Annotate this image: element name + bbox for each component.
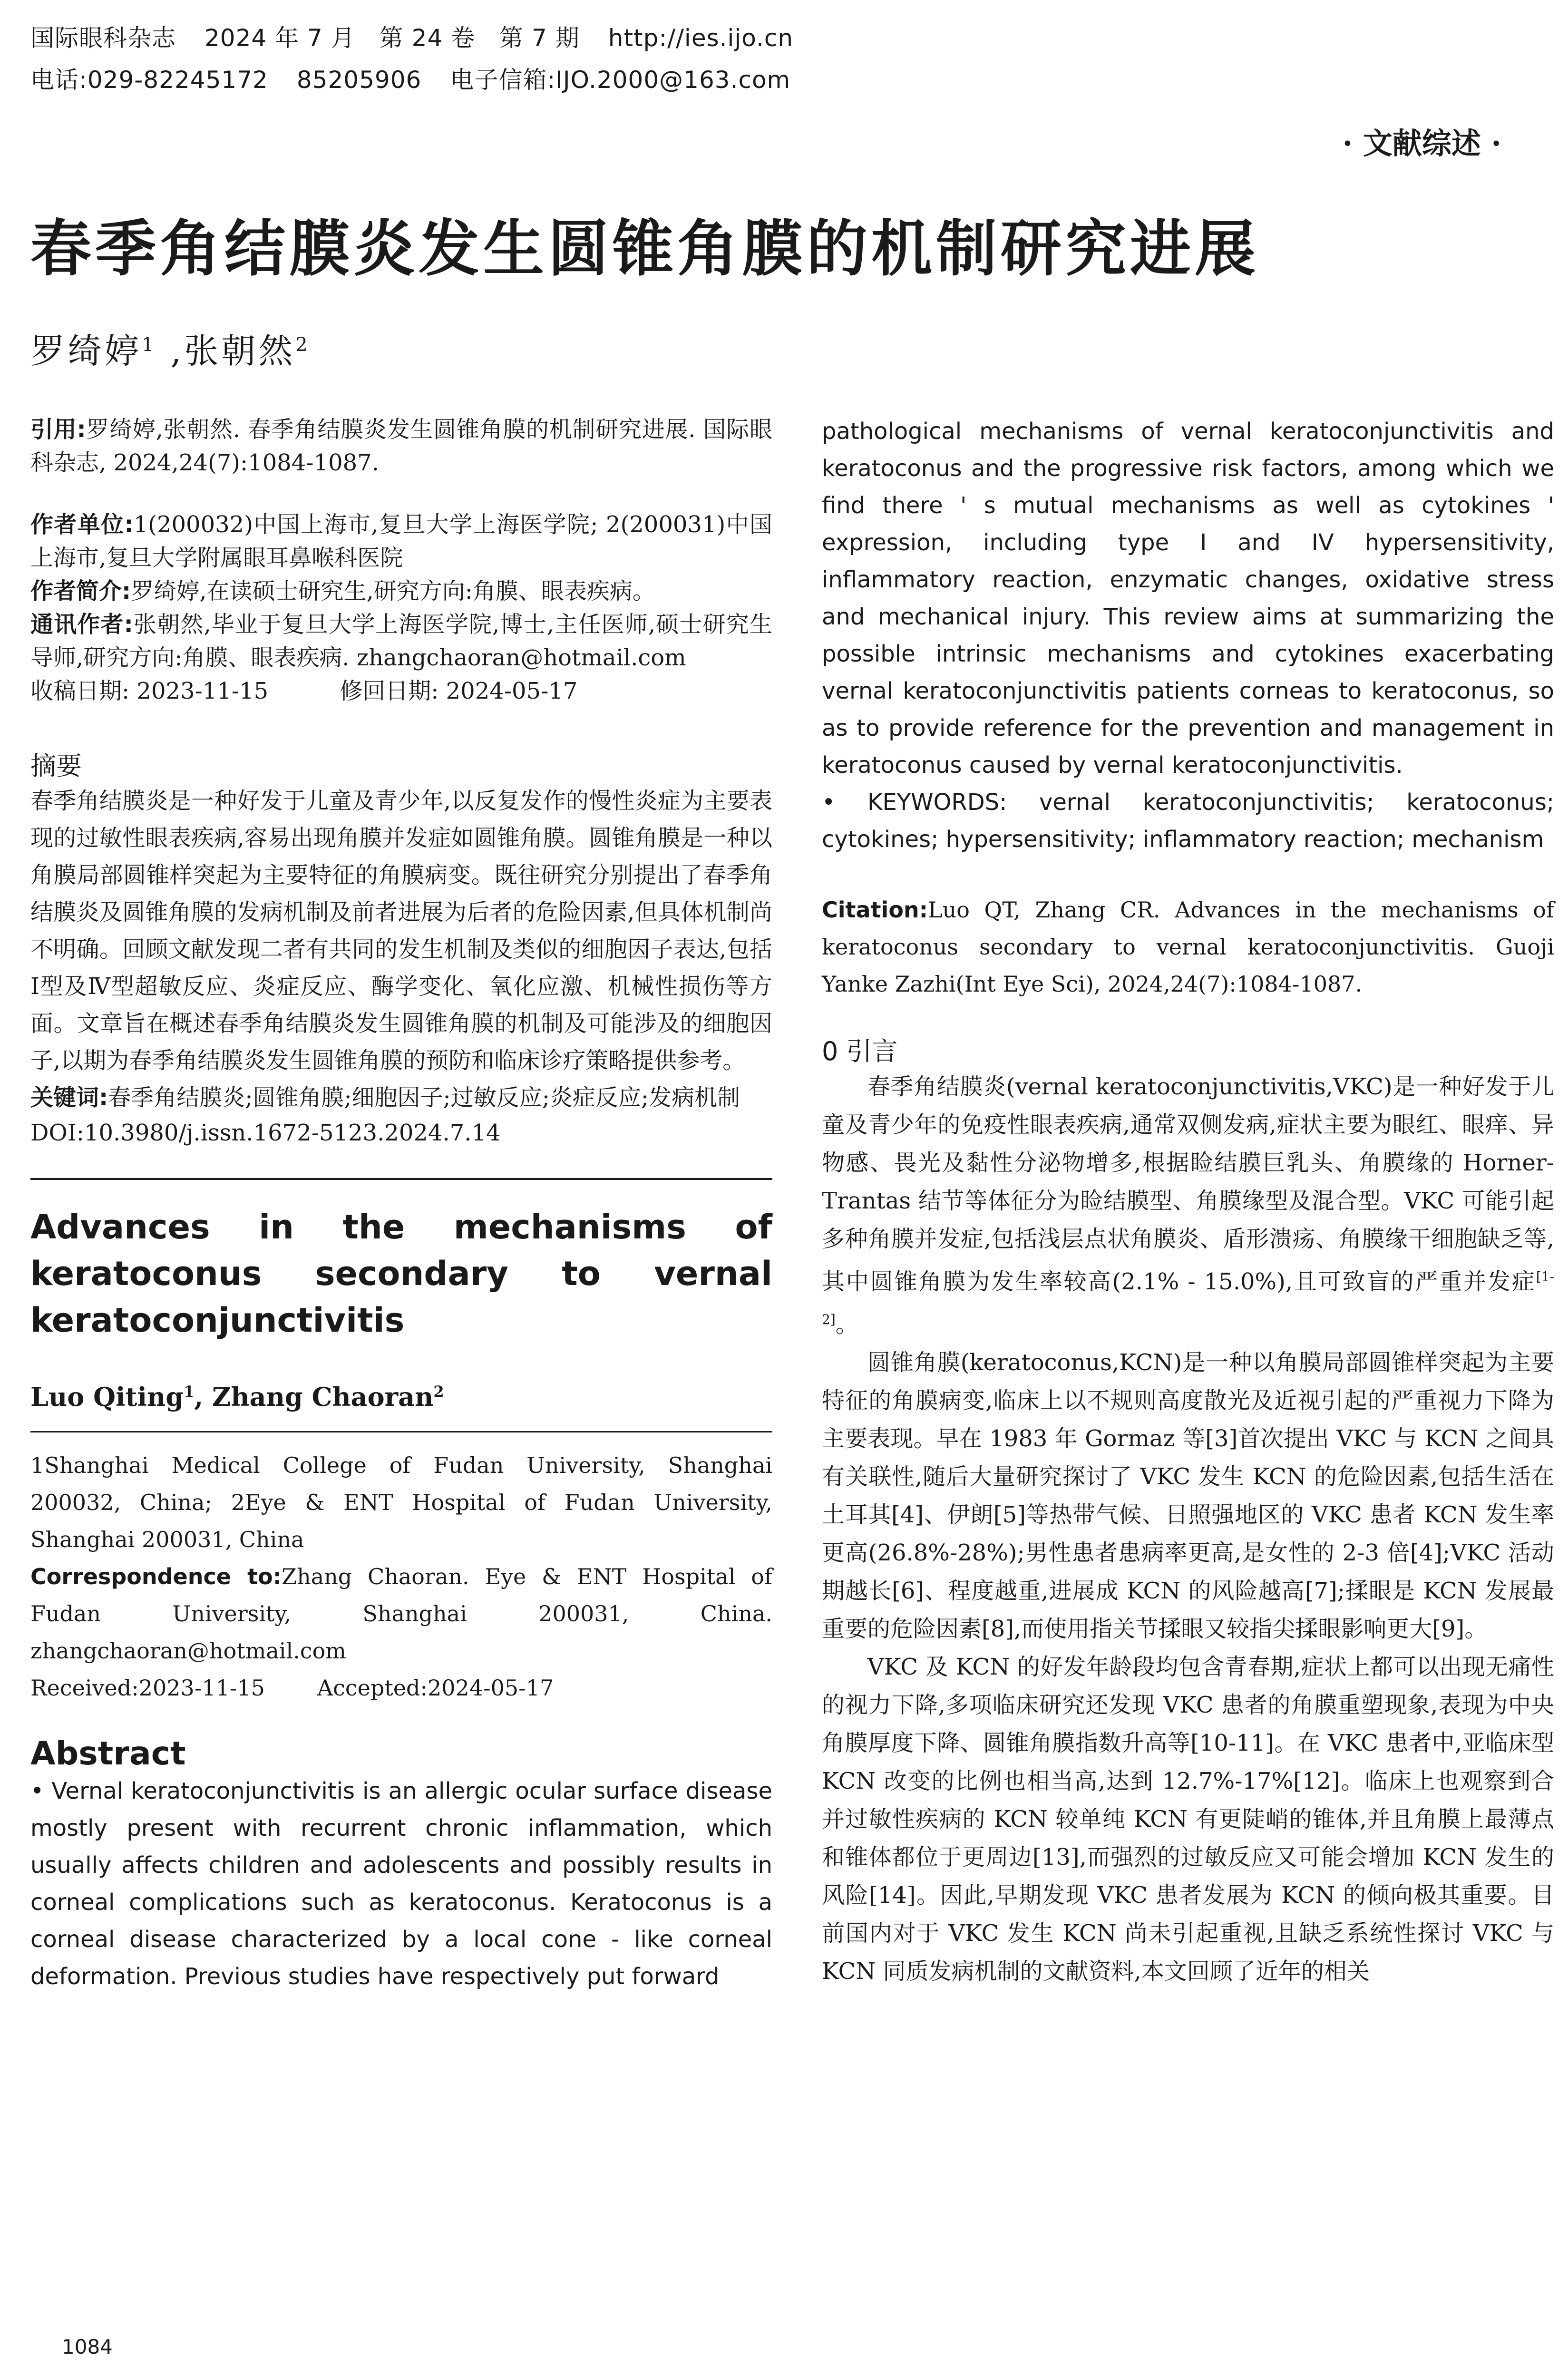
author-bio-text: 罗绮婷,在读硕士研究生,研究方向:角膜、眼表疾病。 (131, 578, 655, 604)
left-column (30, 413, 772, 1995)
english-title-line2: keratoconus secondary to vernal (30, 1254, 772, 1293)
citation-cn-label: 引用: (30, 416, 86, 443)
citation-en (822, 891, 1554, 1003)
author-bio (30, 575, 772, 608)
journal-phone2: 85205906 (296, 66, 422, 94)
author-1: 罗绮婷 (30, 331, 142, 371)
citation-en-label: Citation: (822, 897, 928, 923)
intro-paragraph-3: VKC 及 KCN 的好发年龄段均包含青春期,症状上都可以出现无痛性的视力下降,多项临床研究还发现 VKC 患者的角膜重塑现象,表现为中央角膜厚度下降、圆锥角膜指数升高等[10-11]。在 VKC 患者中,亚临床型 KCN 改变的比例也相当高,达到 12.7%-17%[12]。临床上也观察到合并过敏性疾病的 KCN 较单纯 KCN 有更陡峭的锥体,并且角膜上最薄点和锥体都位于更周边[13],而强烈的过敏反应又可能会增加 KCN 发生的风险[14]。因此,早期发现 VKC 患者发展为 KCN 的倾向极其重要。目前国内对于 VKC 发生 KCN 尚未引起重视,且缺乏系统性探讨 VKC 与 KCN 同质发病机制的文献资料,本文回顾了近年的相关 (822, 1654, 1554, 1985)
author-2-affil: 2 (295, 334, 311, 356)
journal-name: 国际眼科杂志 (30, 24, 176, 52)
corr-cn-label: 通讯作者: (30, 611, 133, 638)
section-tag: · 文献综述 · (1342, 126, 1501, 161)
abstract-en-heading: Abstract (30, 1735, 186, 1773)
abstract-cn-heading: 摘要 (30, 751, 82, 781)
en-author-1: Luo Qiting (30, 1382, 184, 1412)
en-corr-label: Correspondence to: (30, 1564, 282, 1589)
author-2: 张朝然 (184, 331, 296, 371)
journal-header-line2 (30, 61, 819, 95)
english-correspondence (30, 1558, 772, 1669)
en-received-date: Received:2023-11-15 (30, 1675, 265, 1701)
abstract-en-start: • Vernal keratoconjunctivitis is an allergic ocular surface disease mostly present with recurrent chronic inflammation, which usually affects children and adolescents and possibly results in corneal complications such as keratoconus. Keratoconus is a corneal disease characterized by a local cone - like corneal deformation. Previous studies have respectively put forward (30, 1778, 772, 1990)
intro-p1-ref[interactable]: [1-2] (822, 1269, 1554, 1327)
divider-rule-2 (30, 1431, 772, 1432)
abstract-en-continued: pathological mechanisms of vernal keratoconjunctivitis and keratoconus and the progressive risk factors, among which we find there ' s mutual mechanisms as well as cytokines ' expression, including type I and IV hypersensitivity, inflammatory reaction, enzymatic changes, oxidative stress and mechanical injury. This review aims at summarizing the possible intrinsic mechanisms and cytokines exacerbating vernal keratoconjunctivitis patients corneas to keratoconus, so as to provide reference for the prevention and management in keratoconus caused by vernal keratoconjunctivitis. (822, 418, 1554, 779)
author-bio-label: 作者简介: (30, 578, 131, 604)
intro-paragraph-2: 圆锥角膜(keratoconus,KCN)是一种以角膜局部圆锥样突起为主要特征的角膜病变,临床上以不规则高度散光及近视引起的严重视力下降为主要表现。早在 1983 年 Gormaz 等[3]首次提出 VKC 与 KCN 之间具有关联性,随后大量研究探讨了 VKC 发生 KCN 的危险因素,包括生活在土耳其[4]、伊朗[5]等热带气候、日照强地区的 VKC 患者 KCN 发生率更高(26.8%-28%);男性患者患病率更高,是女性的 2-3 倍[4];VKC 活动期越长[6]、程度越重,进展成 KCN 的风险越高[7];揉眼是 KCN 发展最重要的危险因素[8],而使用指关节揉眼又较指尖揉眼影响更大[9]。 (822, 1349, 1554, 1642)
article-title: 春季角结膜炎发生圆锥角膜的机制研究进展 (30, 214, 1260, 284)
keywords-en (822, 784, 1554, 858)
affiliation-cn-label: 作者单位: (30, 511, 134, 538)
right-column (822, 413, 1554, 1990)
keywords-en-label: • KEYWORDS: (822, 789, 1007, 816)
keywords-cn-label: 关键词: (30, 1084, 108, 1111)
english-title-line1: Advances in the mechanisms of (30, 1208, 772, 1247)
intro-heading: 0 引言 (822, 1036, 898, 1066)
keywords-cn-text: 春季角结膜炎;圆锥角膜;细胞因子;过敏反应;炎症反应;发病机制 (108, 1084, 740, 1111)
en-author-1-affil: 1 (184, 1383, 195, 1401)
journal-email[interactable]: 电子信箱:IJO.2000@163.com (450, 66, 791, 94)
authors-cn (30, 323, 311, 373)
journal-issue: 2024 年 7 月 第 24 卷 第 7 期 (205, 24, 580, 52)
author-separator: , (156, 331, 185, 371)
page-number: 1084 (62, 2335, 113, 2358)
citation-en-text: Luo QT, Zhang CR. Advances in the mechanisms of keratoconus secondary to vernal keratoconjunctivitis. Guoji Yanke Zazhi(Int Eye Sci), 2024,24(7):1084-1087. (822, 897, 1554, 997)
en-accepted-date: Accepted:2024-05-17 (317, 1675, 554, 1701)
journal-phone: 电话:029-82245172 (30, 66, 268, 94)
affiliation-cn (30, 508, 772, 575)
citation-cn-text: 罗绮婷,张朝然. 春季角结膜炎发生圆锥角膜的机制研究进展. 国际眼科杂志, 2024,24(7):1084-1087. (30, 416, 772, 476)
abstract-cn: 春季角结膜炎是一种好发于儿童及青少年,以反复发作的慢性炎症为主要表现的过敏性眼表疾病,容易出现角膜并发症如圆锥角膜。圆锥角膜是一种以角膜局部圆锥样突起为主要特征的角膜病变。既往研究分别提出了春季角结膜炎及圆锥角膜的发病机制及前者进展为后者的危险因素,但具体机制尚不明确。回顾文献发现二者有共同的发生机制及类似的细胞因子表达,包括Ⅰ型及Ⅳ型超敏反应、炎症反应、酶学变化、氧化应激、机械性损伤等方面。文章旨在概述春季角结膜炎发生圆锥角膜的机制及可能涉及的细胞因子,以期为春季角结膜炎发生圆锥角膜的预防和临床诊疗策略提供参考。 (30, 788, 772, 1074)
corr-cn-text: 张朝然,毕业于复旦大学上海医学院,博士,主任医师,硕士研究生导师,研究方向:角膜、眼表疾病. zhangchaoran@hotmail.com (30, 611, 772, 671)
dates-cn (30, 674, 772, 708)
intro-p1-text: 春季角结膜炎(vernal keratoconjunctivitis,VKC)是一种好发于儿童及青少年的免疫性眼表疾病,通常双侧发病,症状主要为眼红、眼痒、异物感、畏光及黏性分泌物增多,根据睑结膜巨乳头、角膜缘的 Horner-Trantas 结节等体征分为睑结膜型、角膜缘型及混合型。VKC 可能引起多种角膜并发症,包括浅层点状角膜炎、盾形溃疡、角膜缘干细胞缺乏等,其中圆锥角膜为发生率较高(2.1% - 15.0%),且可致盲的严重并发症 (822, 1073, 1554, 1295)
affiliation-cn-text: 1(200032)中国上海市,复旦大学上海医学院; 2(200031)中国上海市,复旦大学附属眼耳鼻喉科医院 (30, 511, 772, 571)
english-dates (30, 1669, 772, 1706)
citation-cn (30, 413, 772, 479)
keywords-en-text: vernal keratoconjunctivitis; keratoconus; cytokines; hypersensitivity; inflammatory reaction; mechanism (822, 789, 1554, 853)
english-title-line3: keratoconjunctivitis (30, 1301, 405, 1340)
author-1-affil: 1 (142, 334, 157, 356)
intro-p1-end: 。 (835, 1311, 858, 1338)
en-corr-text: Zhang Chaoran. Eye & ENT Hospital of Fudan University, Shanghai 200031, China. zhangchaoran@hotmail.com (30, 1564, 772, 1664)
english-authors: Luo Qiting$^1$, Zhang Chaoran$^2$ (30, 1382, 444, 1412)
en-author-2: Zhang Chaoran (212, 1382, 434, 1412)
received-date-cn: 收稿日期: 2023-11-15 (30, 678, 269, 704)
corresponding-author-cn (30, 608, 772, 674)
intro-paragraph-1 (822, 1068, 1554, 1344)
journal-header-line1 (30, 19, 822, 53)
journal-url[interactable]: http://ies.ijo.cn (608, 24, 794, 52)
keywords-cn (30, 1079, 772, 1116)
doi[interactable]: DOI:10.3980/j.issn.1672-5123.2024.7.14 (30, 1120, 501, 1146)
english-affiliation: 1Shanghai Medical College of Fudan University, Shanghai 200032, China; 2Eye & ENT Hospital of Fudan University, Shanghai 200031, China (30, 1452, 772, 1552)
revised-date-cn: 修回日期: 2024-05-17 (340, 678, 578, 704)
en-author-2-affil: 2 (433, 1383, 444, 1401)
divider-rule (30, 1178, 772, 1180)
